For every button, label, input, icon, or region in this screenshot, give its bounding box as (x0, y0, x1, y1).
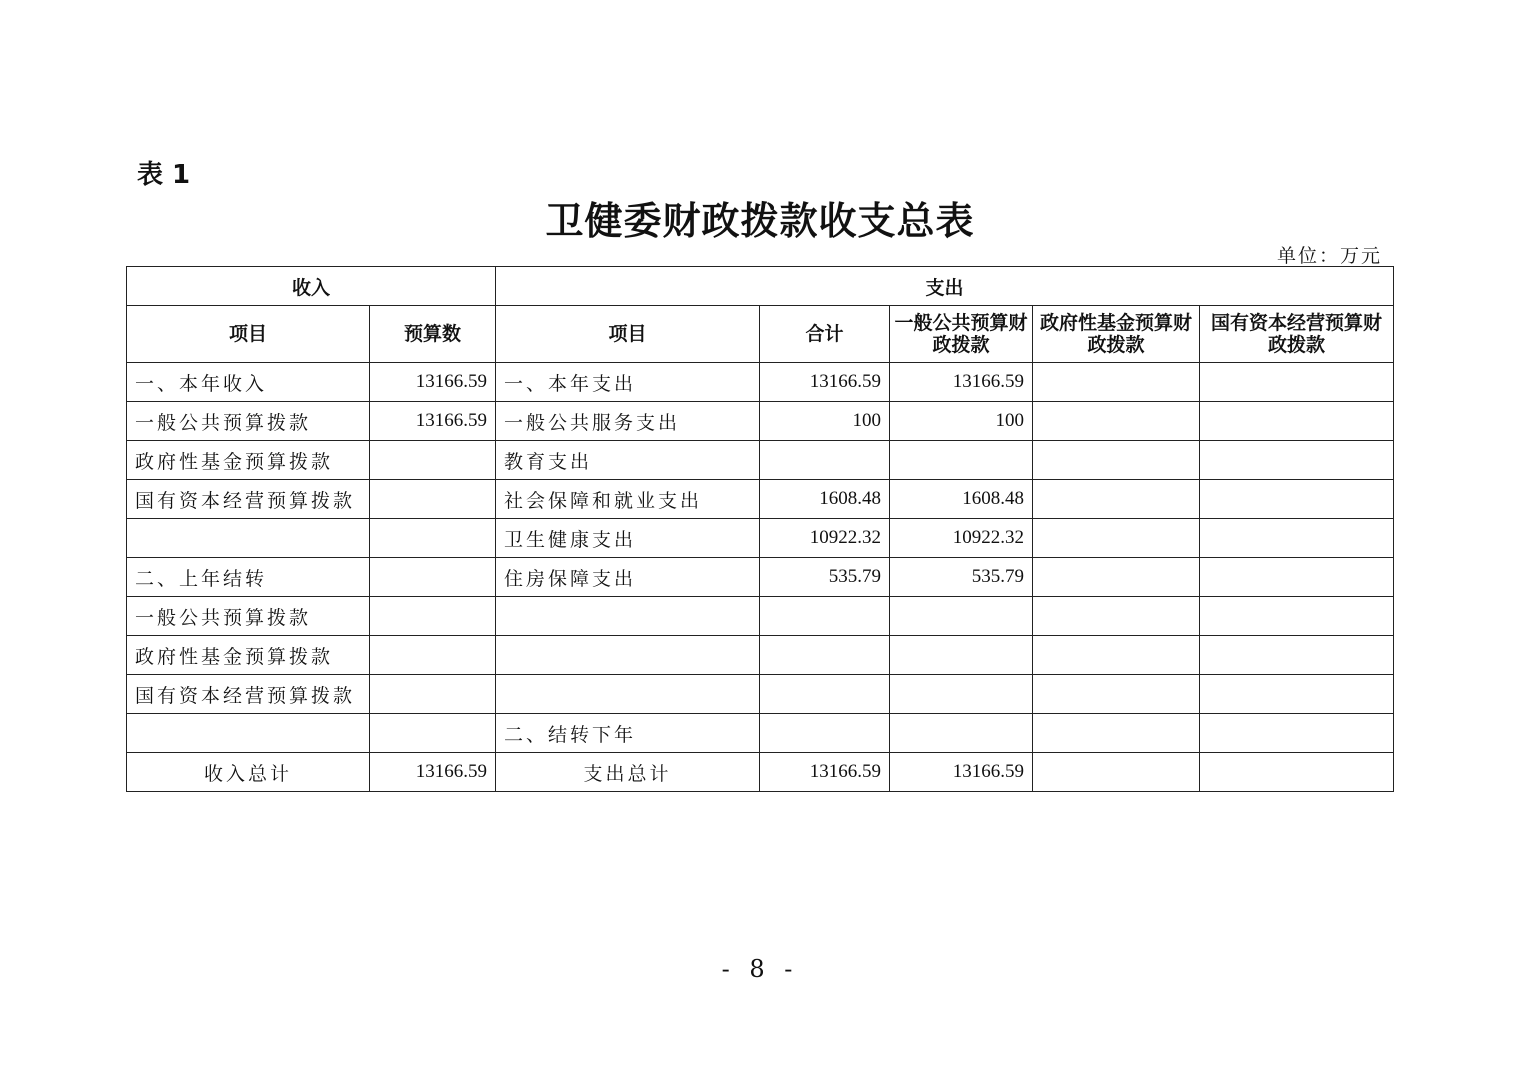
total-cell (760, 441, 890, 480)
total-cell (760, 597, 890, 636)
budget-cell (370, 675, 496, 714)
total-header: 合计 (760, 306, 890, 363)
fund-total-value (1033, 753, 1200, 792)
general-cell: 10922.32 (890, 519, 1033, 558)
fund-cell (1033, 441, 1200, 480)
general-cell (890, 441, 1033, 480)
capital-cell (1200, 363, 1394, 402)
expense-total-label: 支出总计 (496, 753, 760, 792)
fund-cell (1033, 558, 1200, 597)
expense-total-value: 13166.59 (760, 753, 890, 792)
table-row (127, 636, 1394, 675)
income-header: 收入 (127, 267, 496, 306)
income-item-cell (127, 714, 370, 753)
income-item-cell: 一、本年收入 (127, 363, 370, 402)
budget-cell (370, 519, 496, 558)
income-item-cell: 二、上年结转 (127, 558, 370, 597)
total-cell: 1608.48 (760, 480, 890, 519)
total-cell (760, 675, 890, 714)
income-item-cell: 一般公共预算拨款 (127, 597, 370, 636)
capital-cell (1200, 597, 1394, 636)
fund-cell (1033, 480, 1200, 519)
general-total-value: 13166.59 (890, 753, 1033, 792)
fund-cell (1033, 675, 1200, 714)
table-row (127, 480, 1394, 519)
income-item-cell (127, 519, 370, 558)
expense-item-cell: 卫生健康支出 (496, 519, 760, 558)
expense-item-cell: 一般公共服务支出 (496, 402, 760, 441)
income-item-header: 项目 (127, 306, 370, 363)
budget-cell (370, 636, 496, 675)
general-cell (890, 597, 1033, 636)
expense-item-header: 项目 (496, 306, 760, 363)
capital-cell (1200, 402, 1394, 441)
income-item-cell: 国有资本经营预算拨款 (127, 480, 370, 519)
expense-item-cell (496, 636, 760, 675)
fund-cell (1033, 597, 1200, 636)
fund-cell (1033, 402, 1200, 441)
table-row (127, 597, 1394, 636)
table-row (127, 402, 1394, 441)
table-row (127, 675, 1394, 714)
budget-summary-table (126, 266, 1394, 792)
capital-cell (1200, 480, 1394, 519)
income-item-cell: 政府性基金预算拨款 (127, 636, 370, 675)
expense-item-cell: 二、结转下年 (496, 714, 760, 753)
expense-item-cell: 教育支出 (496, 441, 760, 480)
total-cell: 10922.32 (760, 519, 890, 558)
table-row (127, 714, 1394, 753)
table-row (127, 558, 1394, 597)
income-total-label: 收入总计 (127, 753, 370, 792)
total-cell: 100 (760, 402, 890, 441)
budget-cell (370, 441, 496, 480)
table-row (127, 519, 1394, 558)
table-row (127, 441, 1394, 480)
state-capital-header: 国有资本经营预算财政拨款 (1200, 306, 1394, 363)
capital-total-value (1200, 753, 1394, 792)
general-cell (890, 636, 1033, 675)
general-cell (890, 714, 1033, 753)
capital-cell (1200, 519, 1394, 558)
income-item-cell: 政府性基金预算拨款 (127, 441, 370, 480)
general-cell: 13166.59 (890, 363, 1033, 402)
budget-cell (370, 480, 496, 519)
total-cell: 535.79 (760, 558, 890, 597)
capital-cell (1200, 636, 1394, 675)
table-row (127, 363, 1394, 402)
general-cell: 1608.48 (890, 480, 1033, 519)
total-cell (760, 714, 890, 753)
general-cell: 100 (890, 402, 1033, 441)
budget-header: 预算数 (370, 306, 496, 363)
table-label: 表 1 (137, 160, 191, 190)
capital-cell (1200, 675, 1394, 714)
expense-item-cell: 社会保障和就业支出 (496, 480, 760, 519)
income-item-cell: 国有资本经营预算拨款 (127, 675, 370, 714)
page-number: - 8 - (721, 955, 799, 983)
capital-cell (1200, 714, 1394, 753)
fund-cell (1033, 636, 1200, 675)
general-cell (890, 675, 1033, 714)
general-cell: 535.79 (890, 558, 1033, 597)
expense-item-cell (496, 597, 760, 636)
expense-item-cell (496, 675, 760, 714)
budget-cell (370, 714, 496, 753)
expense-header: 支出 (496, 267, 1394, 306)
fund-cell (1033, 714, 1200, 753)
expense-item-cell: 住房保障支出 (496, 558, 760, 597)
income-item-cell: 一般公共预算拨款 (127, 402, 370, 441)
income-total-value: 13166.59 (370, 753, 496, 792)
budget-cell (370, 597, 496, 636)
fund-cell (1033, 519, 1200, 558)
capital-cell (1200, 441, 1394, 480)
gov-fund-header: 政府性基金预算财政拨款 (1033, 306, 1200, 363)
budget-cell: 13166.59 (370, 363, 496, 402)
totals-row (127, 753, 1394, 792)
capital-cell (1200, 558, 1394, 597)
fund-cell (1033, 363, 1200, 402)
unit-label: 单位：万元 (1276, 245, 1382, 267)
document-title: 卫健委财政拨款收支总表 (545, 199, 975, 243)
total-cell: 13166.59 (760, 363, 890, 402)
expense-item-cell: 一、本年支出 (496, 363, 760, 402)
general-budget-header: 一般公共预算财政拨款 (890, 306, 1033, 363)
total-cell (760, 636, 890, 675)
budget-cell (370, 558, 496, 597)
budget-cell: 13166.59 (370, 402, 496, 441)
